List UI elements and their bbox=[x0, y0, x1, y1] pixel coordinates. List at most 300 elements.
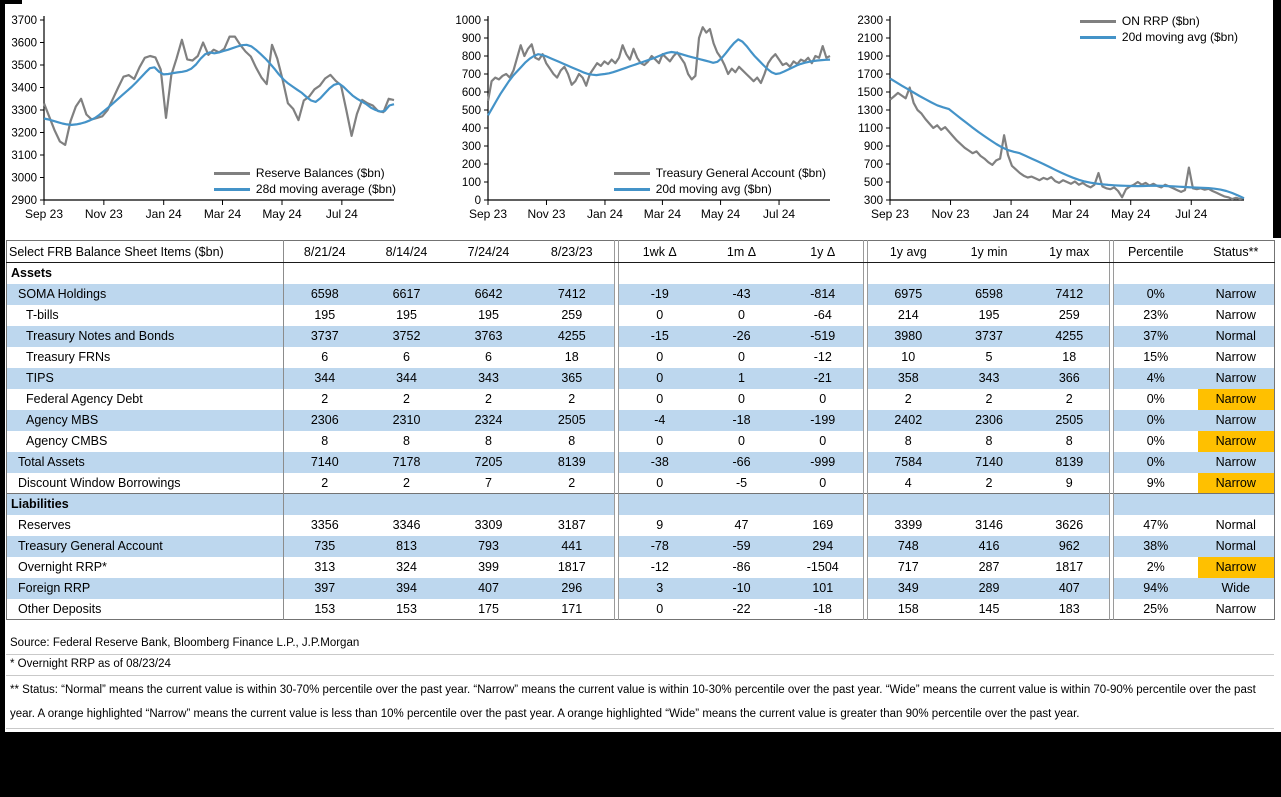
legend-line-swatch bbox=[214, 172, 250, 175]
y-tick-label: 1300 bbox=[857, 105, 883, 117]
chart-legend bbox=[1080, 14, 1238, 44]
row-label: Assets bbox=[7, 263, 284, 284]
value-cell: 6 bbox=[403, 350, 410, 364]
value-cell bbox=[1114, 494, 1198, 515]
table-row bbox=[7, 599, 1275, 620]
table-row bbox=[7, 326, 1275, 347]
value-cell: -18 bbox=[701, 410, 783, 431]
value-cell: 37% bbox=[1114, 326, 1198, 347]
column-header: 1y avg bbox=[868, 241, 949, 263]
value-cell: 441 bbox=[530, 536, 615, 557]
value-cell: 3737 bbox=[949, 326, 1030, 347]
table-header bbox=[7, 241, 1275, 263]
series-line bbox=[488, 39, 830, 115]
status-cell: Normal bbox=[1198, 536, 1275, 557]
x-tick-label: Jul 24 bbox=[325, 207, 358, 221]
value-cell: 0 bbox=[819, 475, 827, 490]
value-cell: -15 bbox=[619, 326, 701, 347]
value-cell: 8 bbox=[985, 434, 993, 448]
y-tick-label: 1500 bbox=[857, 87, 883, 99]
value-cell: 9 bbox=[656, 518, 664, 532]
value-cell: 153 bbox=[396, 601, 417, 616]
value-cell: -999 bbox=[783, 452, 864, 473]
value-cell: 5 bbox=[985, 350, 993, 364]
x-tick-label: Jul 24 bbox=[763, 207, 796, 221]
table-row bbox=[7, 536, 1275, 557]
value-cell: -22 bbox=[732, 601, 751, 616]
reserve-balances-chart bbox=[6, 6, 406, 232]
x-tick-label: Mar 24 bbox=[643, 207, 682, 221]
status-cell: Narrow bbox=[1198, 389, 1275, 410]
status-definition-note: ** Status: “Normal” means the current value is within 30-70% percentile over the past year. “Narrow” means the current value is within 10-30% percentile over the past year. “Wide” means the current value is within 70-90% percentile over the past year. A orange highlighted “Narrow” means the current value is less than 10% percentile over the past year. A orange highlighted “Wide” means the current value is greater than 90% percentile over the past year. bbox=[10, 684, 1256, 720]
value-cell: -519 bbox=[783, 326, 864, 347]
status-cell: Wide bbox=[1198, 578, 1275, 599]
value-cell: 0% bbox=[1114, 410, 1198, 431]
column-header: 1wk Δ bbox=[619, 241, 701, 263]
value-cell: -86 bbox=[732, 560, 751, 574]
value-cell: 0% bbox=[1114, 284, 1198, 305]
value-cell: 2505 bbox=[1030, 410, 1110, 431]
value-cell: 2 bbox=[403, 475, 410, 490]
value-cell: 0 bbox=[656, 601, 664, 616]
value-cell: 3626 bbox=[1055, 518, 1084, 532]
value-cell bbox=[783, 494, 864, 515]
bottom-border-band bbox=[0, 732, 1281, 797]
row-label: Agency CMBS bbox=[7, 431, 284, 452]
status-cell: Narrow bbox=[1215, 350, 1256, 364]
value-cell: 343 bbox=[949, 368, 1030, 389]
y-tick-label: 1000 bbox=[455, 15, 481, 27]
value-cell: 8 bbox=[403, 434, 410, 448]
x-tick-label: May 24 bbox=[700, 207, 741, 221]
value-cell: 2 bbox=[985, 392, 993, 406]
x-tick-label: May 24 bbox=[262, 207, 302, 221]
divider bbox=[6, 675, 1274, 676]
value-cell: 0 bbox=[738, 392, 745, 406]
value-cell: 195 bbox=[396, 308, 417, 322]
value-cell: 296 bbox=[530, 578, 615, 599]
column-header: 8/23/23 bbox=[530, 241, 615, 263]
chart-canvas bbox=[6, 6, 406, 232]
table-title: Select FRB Balance Sheet Items ($bn) bbox=[7, 241, 284, 263]
row-label: Total Assets bbox=[7, 452, 284, 473]
value-cell: 4255 bbox=[1030, 326, 1110, 347]
series-line bbox=[890, 88, 1244, 200]
value-cell: 25% bbox=[1143, 601, 1169, 616]
value-cell: 1 bbox=[701, 368, 783, 389]
value-cell bbox=[1114, 263, 1198, 284]
value-cell: 47% bbox=[1143, 518, 1169, 532]
row-label: Treasury FRNs bbox=[7, 347, 284, 368]
legend-entry bbox=[1080, 14, 1238, 28]
value-cell: 259 bbox=[561, 308, 583, 322]
x-tick-label: Sep 23 bbox=[468, 207, 508, 221]
value-cell: 397 bbox=[284, 578, 366, 599]
table-row bbox=[7, 431, 1275, 452]
value-cell: 2 bbox=[403, 392, 410, 406]
value-cell: 324 bbox=[396, 560, 417, 574]
y-tick-label: 3700 bbox=[11, 15, 37, 27]
value-cell: -64 bbox=[813, 308, 832, 322]
value-cell bbox=[448, 494, 530, 515]
series-line bbox=[488, 27, 830, 101]
row-label: SOMA Holdings bbox=[7, 284, 284, 305]
top-left-border-mark bbox=[0, 0, 22, 4]
value-cell: 735 bbox=[284, 536, 366, 557]
value-cell: 0 bbox=[738, 434, 745, 448]
value-cell: 183 bbox=[1058, 601, 1080, 616]
legend-entry bbox=[614, 166, 826, 180]
value-cell: 6642 bbox=[448, 284, 530, 305]
table-row bbox=[7, 284, 1275, 305]
status-cell: Normal bbox=[1198, 326, 1275, 347]
value-cell: 962 bbox=[1030, 536, 1110, 557]
value-cell: 2 bbox=[568, 475, 576, 490]
y-tick-label: 500 bbox=[461, 105, 481, 117]
value-cell: -10 bbox=[701, 578, 783, 599]
value-cell: -5 bbox=[735, 475, 748, 490]
y-tick-label: 2100 bbox=[857, 33, 883, 45]
value-cell: -66 bbox=[701, 452, 783, 473]
value-cell: 7140 bbox=[284, 452, 366, 473]
value-cell: 7205 bbox=[448, 452, 530, 473]
table-row bbox=[7, 473, 1275, 494]
value-cell: 0% bbox=[1146, 392, 1165, 406]
legend-label: 28d moving average ($bn) bbox=[255, 182, 396, 196]
right-border-strip bbox=[1273, 0, 1281, 238]
value-cell bbox=[949, 494, 1030, 515]
value-cell: 6 bbox=[485, 350, 492, 364]
divider bbox=[6, 654, 1274, 655]
value-cell: 2 bbox=[985, 475, 993, 490]
source-note: Source: Federal Reserve Bank, Bloomberg Finance L.P., J.P.Morgan bbox=[10, 637, 360, 649]
value-cell: 8139 bbox=[1030, 452, 1110, 473]
value-cell: 158 bbox=[897, 601, 919, 616]
value-cell bbox=[1030, 494, 1110, 515]
row-label: T-bills bbox=[7, 305, 284, 326]
value-cell: -1504 bbox=[806, 560, 839, 574]
value-cell: 407 bbox=[448, 578, 530, 599]
y-tick-label: 3400 bbox=[11, 82, 37, 95]
value-cell: 6617 bbox=[366, 284, 448, 305]
treasury-general-account-chart bbox=[448, 6, 836, 232]
table-row bbox=[7, 452, 1275, 473]
value-cell: 7584 bbox=[868, 452, 949, 473]
status-cell: Narrow bbox=[1198, 368, 1275, 389]
value-cell: 195 bbox=[978, 308, 1000, 322]
legend-line-swatch bbox=[614, 172, 650, 175]
value-cell: 344 bbox=[284, 368, 366, 389]
value-cell: -59 bbox=[701, 536, 783, 557]
row-label: Other Deposits bbox=[7, 599, 284, 620]
row-label: Reserves bbox=[7, 515, 284, 536]
x-tick-label: Mar 24 bbox=[1051, 207, 1090, 221]
x-tick-label: Jan 24 bbox=[586, 207, 623, 221]
status-cell: Narrow bbox=[1198, 284, 1275, 305]
status-cell: Normal bbox=[1215, 518, 1256, 532]
y-tick-label: 3600 bbox=[11, 37, 37, 50]
value-cell: 8 bbox=[904, 434, 912, 448]
table-row bbox=[7, 410, 1275, 431]
value-cell bbox=[530, 494, 615, 515]
header-row bbox=[7, 241, 1275, 263]
x-tick-label: Nov 23 bbox=[931, 207, 970, 221]
value-cell: -38 bbox=[619, 452, 701, 473]
legend-label: 20d moving avg ($bn) bbox=[1121, 30, 1238, 44]
x-tick-label: Nov 23 bbox=[84, 207, 123, 221]
value-cell: 47 bbox=[734, 518, 749, 532]
column-header: Status** bbox=[1198, 241, 1275, 263]
value-cell: -26 bbox=[701, 326, 783, 347]
status-cell: Narrow bbox=[1215, 308, 1256, 322]
value-cell: 0 bbox=[656, 392, 664, 406]
legend-line-swatch bbox=[1080, 36, 1116, 39]
column-header: 1m Δ bbox=[701, 241, 783, 263]
table-row bbox=[7, 515, 1275, 536]
value-cell: 8 bbox=[568, 434, 576, 448]
chart-canvas bbox=[448, 6, 836, 232]
value-cell: 153 bbox=[314, 601, 336, 616]
table-row bbox=[7, 368, 1275, 389]
legend-entry bbox=[614, 182, 826, 196]
value-cell: 8 bbox=[485, 434, 492, 448]
value-cell: 2% bbox=[1146, 560, 1165, 574]
series-line bbox=[44, 45, 394, 125]
y-tick-label: 3500 bbox=[11, 60, 37, 72]
balance-sheet-table bbox=[6, 240, 1275, 620]
value-cell: 6975 bbox=[868, 284, 949, 305]
value-cell: 171 bbox=[561, 601, 583, 616]
row-label: Overnight RRP* bbox=[7, 557, 284, 578]
value-cell bbox=[1030, 263, 1110, 284]
value-cell: 349 bbox=[868, 578, 949, 599]
section-row bbox=[7, 263, 1275, 284]
value-cell: 793 bbox=[448, 536, 530, 557]
left-border-strip bbox=[0, 0, 5, 797]
value-cell: -12 bbox=[650, 560, 669, 574]
x-tick-label: Mar 24 bbox=[203, 207, 242, 221]
legend-entry bbox=[1080, 30, 1238, 44]
value-cell: 0 bbox=[819, 434, 827, 448]
value-cell: 0% bbox=[1146, 434, 1165, 448]
value-cell: 9% bbox=[1146, 475, 1165, 490]
value-cell: 394 bbox=[366, 578, 448, 599]
value-cell: 2505 bbox=[530, 410, 615, 431]
value-cell: 7140 bbox=[949, 452, 1030, 473]
value-cell: -21 bbox=[783, 368, 864, 389]
row-label: Discount Window Borrowings bbox=[7, 473, 284, 494]
value-cell: 287 bbox=[978, 560, 1000, 574]
value-cell: -78 bbox=[619, 536, 701, 557]
y-tick-label: 3300 bbox=[11, 105, 37, 117]
y-tick-label: 3200 bbox=[11, 127, 37, 140]
value-cell: 358 bbox=[868, 368, 949, 389]
value-cell: 407 bbox=[1030, 578, 1110, 599]
y-tick-label: 1700 bbox=[857, 69, 883, 81]
x-tick-label: Jan 24 bbox=[145, 207, 182, 221]
value-cell: 7412 bbox=[1030, 284, 1110, 305]
column-header: 1y max bbox=[1030, 241, 1110, 263]
value-cell bbox=[366, 263, 448, 284]
status-cell: Narrow bbox=[1215, 601, 1256, 616]
value-cell: 169 bbox=[812, 518, 834, 532]
value-cell: 18 bbox=[564, 350, 579, 364]
row-label: Federal Agency Debt bbox=[7, 389, 284, 410]
value-cell: 2 bbox=[1065, 392, 1073, 406]
value-cell: 343 bbox=[448, 368, 530, 389]
column-header: 8/21/24 bbox=[284, 241, 366, 263]
table-body bbox=[7, 263, 1275, 620]
row-label: Agency MBS bbox=[7, 410, 284, 431]
value-cell: 2 bbox=[904, 392, 912, 406]
value-cell: -43 bbox=[701, 284, 783, 305]
value-cell: 813 bbox=[366, 536, 448, 557]
y-tick-label: 0 bbox=[474, 195, 481, 207]
value-cell: 259 bbox=[1058, 308, 1080, 322]
value-cell: 195 bbox=[478, 308, 499, 322]
value-cell: 2324 bbox=[448, 410, 530, 431]
value-cell: 717 bbox=[897, 560, 919, 574]
value-cell: -18 bbox=[813, 601, 832, 616]
value-cell: 15% bbox=[1143, 350, 1169, 364]
y-tick-label: 900 bbox=[461, 33, 481, 45]
status-cell: Narrow bbox=[1198, 557, 1275, 578]
legend-line-swatch bbox=[214, 188, 250, 191]
row-label: Foreign RRP bbox=[7, 578, 284, 599]
value-cell: 3399 bbox=[894, 518, 923, 532]
value-cell: 1817 bbox=[1055, 560, 1084, 574]
value-cell: -19 bbox=[619, 284, 701, 305]
value-cell: 145 bbox=[978, 601, 1000, 616]
y-tick-label: 400 bbox=[461, 123, 481, 135]
value-cell bbox=[619, 263, 701, 284]
value-cell: 2306 bbox=[284, 410, 366, 431]
value-cell: 4255 bbox=[530, 326, 615, 347]
legend-entry bbox=[214, 182, 396, 196]
value-cell: 10 bbox=[901, 350, 916, 364]
value-cell: 0 bbox=[738, 308, 745, 322]
value-cell: 38% bbox=[1114, 536, 1198, 557]
value-cell: 0% bbox=[1114, 452, 1198, 473]
value-cell: 6598 bbox=[949, 284, 1030, 305]
value-cell: 18 bbox=[1062, 350, 1077, 364]
table-row bbox=[7, 347, 1275, 368]
value-cell: 0 bbox=[656, 434, 664, 448]
value-cell: -12 bbox=[813, 350, 832, 364]
legend-line-swatch bbox=[1080, 20, 1116, 23]
y-tick-label: 200 bbox=[461, 159, 481, 171]
value-cell: 8 bbox=[1065, 434, 1073, 448]
value-cell: 2402 bbox=[868, 410, 949, 431]
column-header: 7/24/24 bbox=[448, 241, 530, 263]
table-row bbox=[7, 305, 1275, 326]
value-cell: 2 bbox=[568, 392, 576, 406]
y-tick-label: 800 bbox=[461, 51, 481, 63]
value-cell: 3980 bbox=[868, 326, 949, 347]
value-cell bbox=[366, 494, 448, 515]
value-cell: 4 bbox=[904, 475, 912, 490]
value-cell bbox=[949, 263, 1030, 284]
x-tick-label: Sep 23 bbox=[24, 207, 64, 221]
value-cell bbox=[448, 263, 530, 284]
y-tick-label: 500 bbox=[863, 177, 883, 189]
value-cell: 3763 bbox=[448, 326, 530, 347]
value-cell: -199 bbox=[783, 410, 864, 431]
value-cell: 8 bbox=[321, 434, 329, 448]
y-tick-label: 300 bbox=[863, 195, 883, 207]
column-header: 1y min bbox=[949, 241, 1030, 263]
status-cell: Narrow bbox=[1198, 410, 1275, 431]
value-cell bbox=[284, 494, 366, 515]
x-tick-label: Sep 23 bbox=[870, 207, 910, 221]
legend-entry bbox=[214, 166, 396, 180]
value-cell: 3187 bbox=[557, 518, 586, 532]
y-tick-label: 1900 bbox=[857, 51, 883, 63]
value-cell bbox=[530, 263, 615, 284]
value-cell bbox=[619, 494, 701, 515]
value-cell: 2306 bbox=[949, 410, 1030, 431]
value-cell bbox=[284, 263, 366, 284]
status-cell bbox=[1198, 263, 1275, 284]
value-cell: 344 bbox=[366, 368, 448, 389]
value-cell: 3356 bbox=[310, 518, 339, 532]
value-cell: 6598 bbox=[284, 284, 366, 305]
legend-label: ON RRP ($bn) bbox=[1121, 14, 1200, 28]
value-cell: 3146 bbox=[975, 518, 1003, 532]
value-cell: 0 bbox=[738, 350, 745, 364]
value-cell: 7 bbox=[485, 475, 492, 490]
x-tick-label: Nov 23 bbox=[527, 207, 566, 221]
value-cell: 289 bbox=[949, 578, 1030, 599]
column-header: Percentile bbox=[1114, 241, 1198, 263]
row-label: Liabilities bbox=[7, 494, 284, 515]
row-label: TIPS bbox=[7, 368, 284, 389]
value-cell: 313 bbox=[314, 560, 336, 574]
value-cell: 8139 bbox=[530, 452, 615, 473]
value-cell: 416 bbox=[949, 536, 1030, 557]
status-cell: Narrow bbox=[1198, 473, 1275, 494]
value-cell: 2 bbox=[321, 475, 329, 490]
legend-label: Reserve Balances ($bn) bbox=[255, 166, 385, 180]
value-cell: -814 bbox=[783, 284, 864, 305]
value-cell: -4 bbox=[619, 410, 701, 431]
value-cell: 23% bbox=[1143, 308, 1169, 322]
y-tick-label: 1100 bbox=[858, 123, 883, 135]
value-cell: 366 bbox=[1030, 368, 1110, 389]
value-cell: 2 bbox=[485, 392, 492, 406]
row-label: Treasury General Account bbox=[7, 536, 284, 557]
y-tick-label: 100 bbox=[461, 177, 481, 189]
y-tick-label: 700 bbox=[461, 69, 481, 81]
value-cell: 0 bbox=[819, 392, 827, 406]
legend-line-swatch bbox=[614, 188, 650, 191]
value-cell: 365 bbox=[530, 368, 615, 389]
x-tick-label: Jan 24 bbox=[993, 207, 1030, 221]
section-row bbox=[7, 494, 1275, 515]
y-tick-label: 700 bbox=[863, 159, 883, 171]
value-cell: 2310 bbox=[366, 410, 448, 431]
chart-legend bbox=[214, 166, 396, 196]
y-tick-label: 2900 bbox=[11, 195, 37, 207]
value-cell: 748 bbox=[868, 536, 949, 557]
value-cell: 175 bbox=[478, 601, 499, 616]
value-cell: 0 bbox=[656, 475, 664, 490]
value-cell: 0 bbox=[656, 350, 664, 364]
value-cell: 2 bbox=[321, 392, 329, 406]
value-cell bbox=[701, 263, 783, 284]
chart-legend bbox=[614, 166, 826, 196]
x-tick-label: Jul 24 bbox=[1175, 207, 1208, 221]
